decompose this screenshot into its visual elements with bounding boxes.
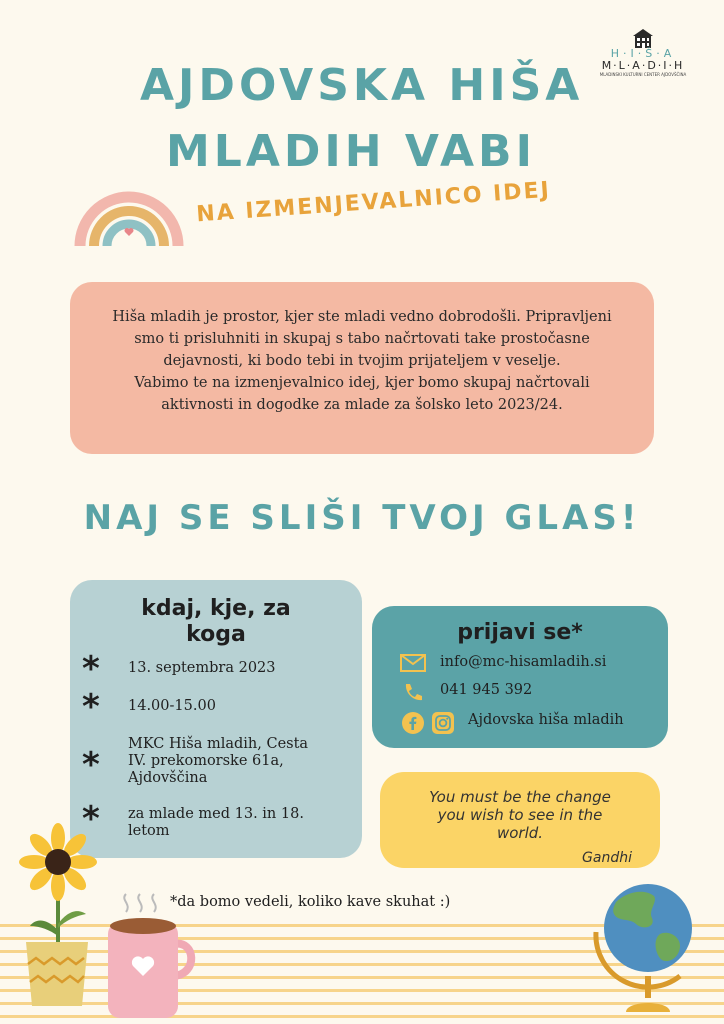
- instagram-icon[interactable]: [432, 712, 454, 734]
- footnote: *da bomo vedeli, koliko kave skuhat :): [170, 894, 451, 910]
- sunflower-icon: [12, 818, 112, 1010]
- title-line-1: AJDOVSKA HIŠA: [140, 60, 584, 111]
- logo-line-3: MLADINSKI KULTURNI CENTER AJDOVŠČINA: [599, 72, 687, 77]
- asterisk-icon: *: [82, 687, 100, 727]
- phone-icon: [402, 682, 424, 704]
- slogan: NAJ SE SLIŠI TVOJ GLAS!: [83, 498, 641, 538]
- globe-icon: [586, 872, 710, 1020]
- mail-icon: [400, 654, 426, 672]
- contact-email[interactable]: info@mc-hisamladih.si: [440, 654, 607, 670]
- details-heading: kdaj, kje, za koga: [141, 596, 291, 647]
- details-box: [70, 580, 362, 858]
- asterisk-icon: *: [82, 745, 100, 785]
- detail-date: 13. septembra 2023: [128, 660, 276, 676]
- title-line-2: MLADIH VABI: [166, 126, 536, 177]
- intro-paragraph-1: Hiša mladih je prostor, kjer ste mladi vedno dobrodošli. Pripravljeni smo ti prisluhniti in skupaj s tabo načrtovati take prostočasne dejavnosti, ki bodo tebi in tvojim prijateljem v veselje.: [112, 309, 612, 369]
- contact-phone[interactable]: 041 945 392: [440, 682, 533, 698]
- coffee-mug-icon: [104, 890, 204, 1020]
- rainbow-icon: [74, 172, 184, 248]
- logo-line-2: M·L·A·D·I·H: [601, 59, 685, 72]
- logo-line-1: H·I·Š·A: [610, 47, 676, 60]
- quote-author: Gandhi: [582, 850, 632, 866]
- asterisk-icon: *: [82, 649, 100, 689]
- quote-text: You must be the change you wish to see in the world.: [429, 788, 611, 842]
- hisa-mladih-logo: [592, 28, 694, 92]
- apply-heading: prijavi se*: [457, 620, 583, 645]
- quote-box: [380, 772, 660, 868]
- intro-box: [70, 282, 654, 454]
- intro-paragraph-2: Vabimo te na izmenjevalnico idej, kjer bomo skupaj načrtovali aktivnosti in dogodke za mlade za šolsko leto 2023/24.: [134, 375, 590, 413]
- detail-time: 14.00-15.00: [128, 698, 216, 714]
- detail-audience: za mlade med 13. in 18. letom: [128, 806, 304, 839]
- contact-social[interactable]: Ajdovska hiša mladih: [468, 712, 624, 728]
- detail-location: MKC Hiša mladih, Cesta IV. prekomorske 61a, Ajdovščina: [128, 736, 309, 786]
- apply-box: [372, 606, 668, 748]
- house-icon: [631, 28, 655, 48]
- facebook-icon[interactable]: [402, 712, 424, 734]
- subtitle: NA IZMENJEVALNICO IDEJ: [195, 177, 552, 228]
- asterisk-icon: *: [82, 799, 100, 839]
